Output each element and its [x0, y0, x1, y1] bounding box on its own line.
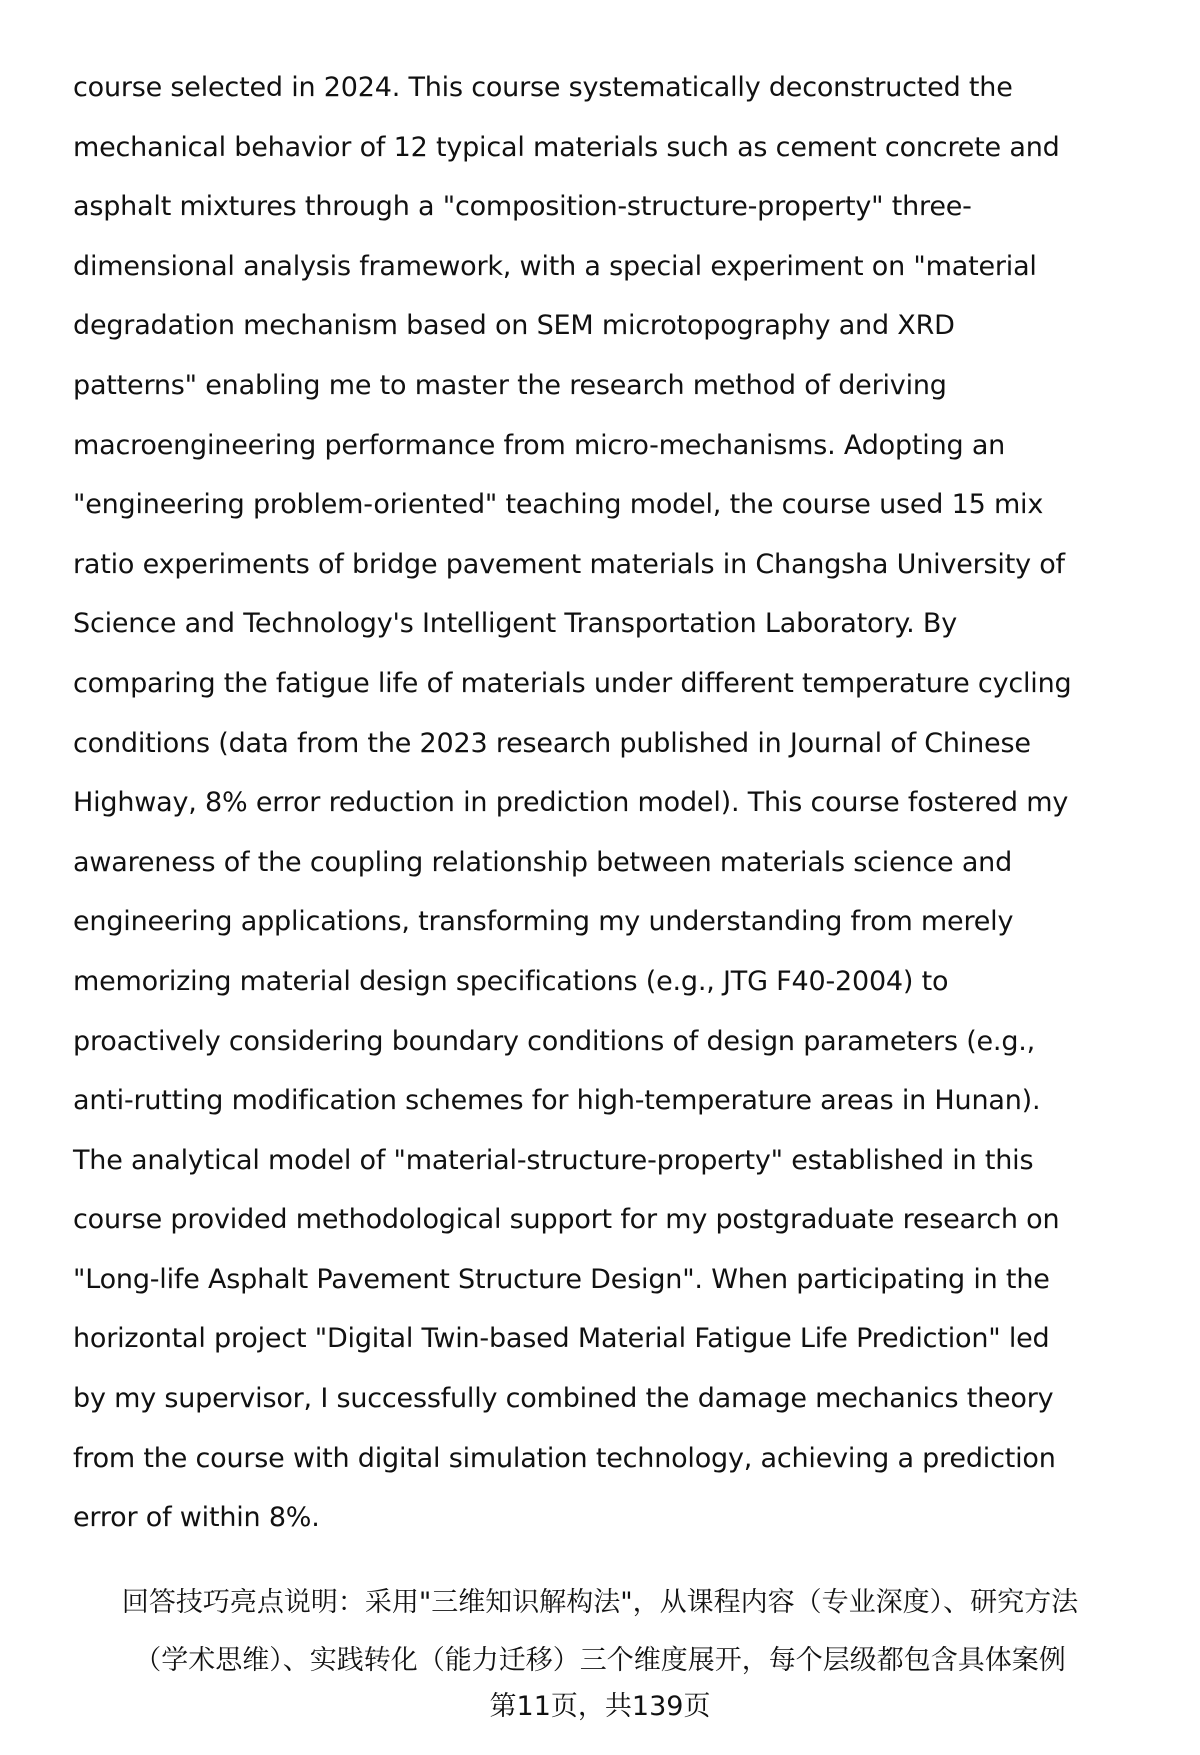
answer-tip-note-line: （学术思维）、实践转化（能力迁移）三个维度展开，每个层级都包含具体案例 [134, 1645, 1066, 1676]
body-line: Science and Technology's Intelligent Transportation Laboratory. By [73, 608, 957, 640]
body-line: Highway, 8% error reduction in prediction model). This course fostered my [73, 787, 1069, 819]
body-line: anti-rutting modification schemes for high-temperature areas in Hunan). [73, 1085, 1041, 1117]
body-line: memorizing material design specifications (e.g., JTG F40-2004) to [73, 965, 949, 997]
body-line: The analytical model of "material-structure-property" established in this [73, 1144, 1034, 1176]
body-line: course provided methodological support for my postgraduate research on [73, 1204, 1060, 1236]
body-line: ratio experiments of bridge pavement materials in Changsha University of [73, 548, 1065, 580]
body-line: by my supervisor, I successfully combined the damage mechanics theory [73, 1383, 1054, 1415]
body-line: engineering applications, transforming my understanding from merely [73, 906, 1014, 938]
page-number: 第11页，共139页 [489, 1691, 711, 1722]
body-line: "Long-life Asphalt Pavement Structure Design". When participating in the [73, 1263, 1050, 1295]
body-line: comparing the fatigue life of materials under different temperature cycling [73, 667, 1072, 699]
body-line: course selected in 2024. This course systematically deconstructed the [73, 72, 1013, 103]
body-line: awareness of the coupling relationship between materials science and [73, 846, 1013, 878]
body-line: proactively considering boundary conditions of design parameters (e.g., [73, 1025, 1036, 1057]
body-line: "engineering problem-oriented" teaching model, the course used 15 mix [73, 489, 1044, 521]
body-line: macroengineering performance from micro-mechanisms. Adopting an [73, 429, 1006, 461]
body-line: horizontal project "Digital Twin-based Material Fatigue Life Prediction" led [73, 1323, 1050, 1355]
body-line: degradation mechanism based on SEM microtopography and XRD [73, 310, 955, 342]
body-line: error of within 8%. [73, 1502, 320, 1534]
body-line: asphalt mixtures through a "composition-structure-property" three- [73, 191, 972, 223]
body-line: conditions (data from the 2023 research published in Journal of Chinese [73, 727, 1031, 759]
answer-tip-note-line: 回答技巧亮点说明：采用"三维知识解构法"，从课程内容（专业深度）、研究方法 [121, 1587, 1079, 1618]
body-line: mechanical behavior of 12 typical materials such as cement concrete and [73, 131, 1060, 163]
body-line: dimensional analysis framework, with a special experiment on "material [73, 250, 1037, 282]
body-line: from the course with digital simulation technology, achieving a prediction [73, 1442, 1056, 1474]
body-line: patterns" enabling me to master the research method of deriving [73, 369, 947, 401]
body-paragraph [73, 58, 1153, 1548]
